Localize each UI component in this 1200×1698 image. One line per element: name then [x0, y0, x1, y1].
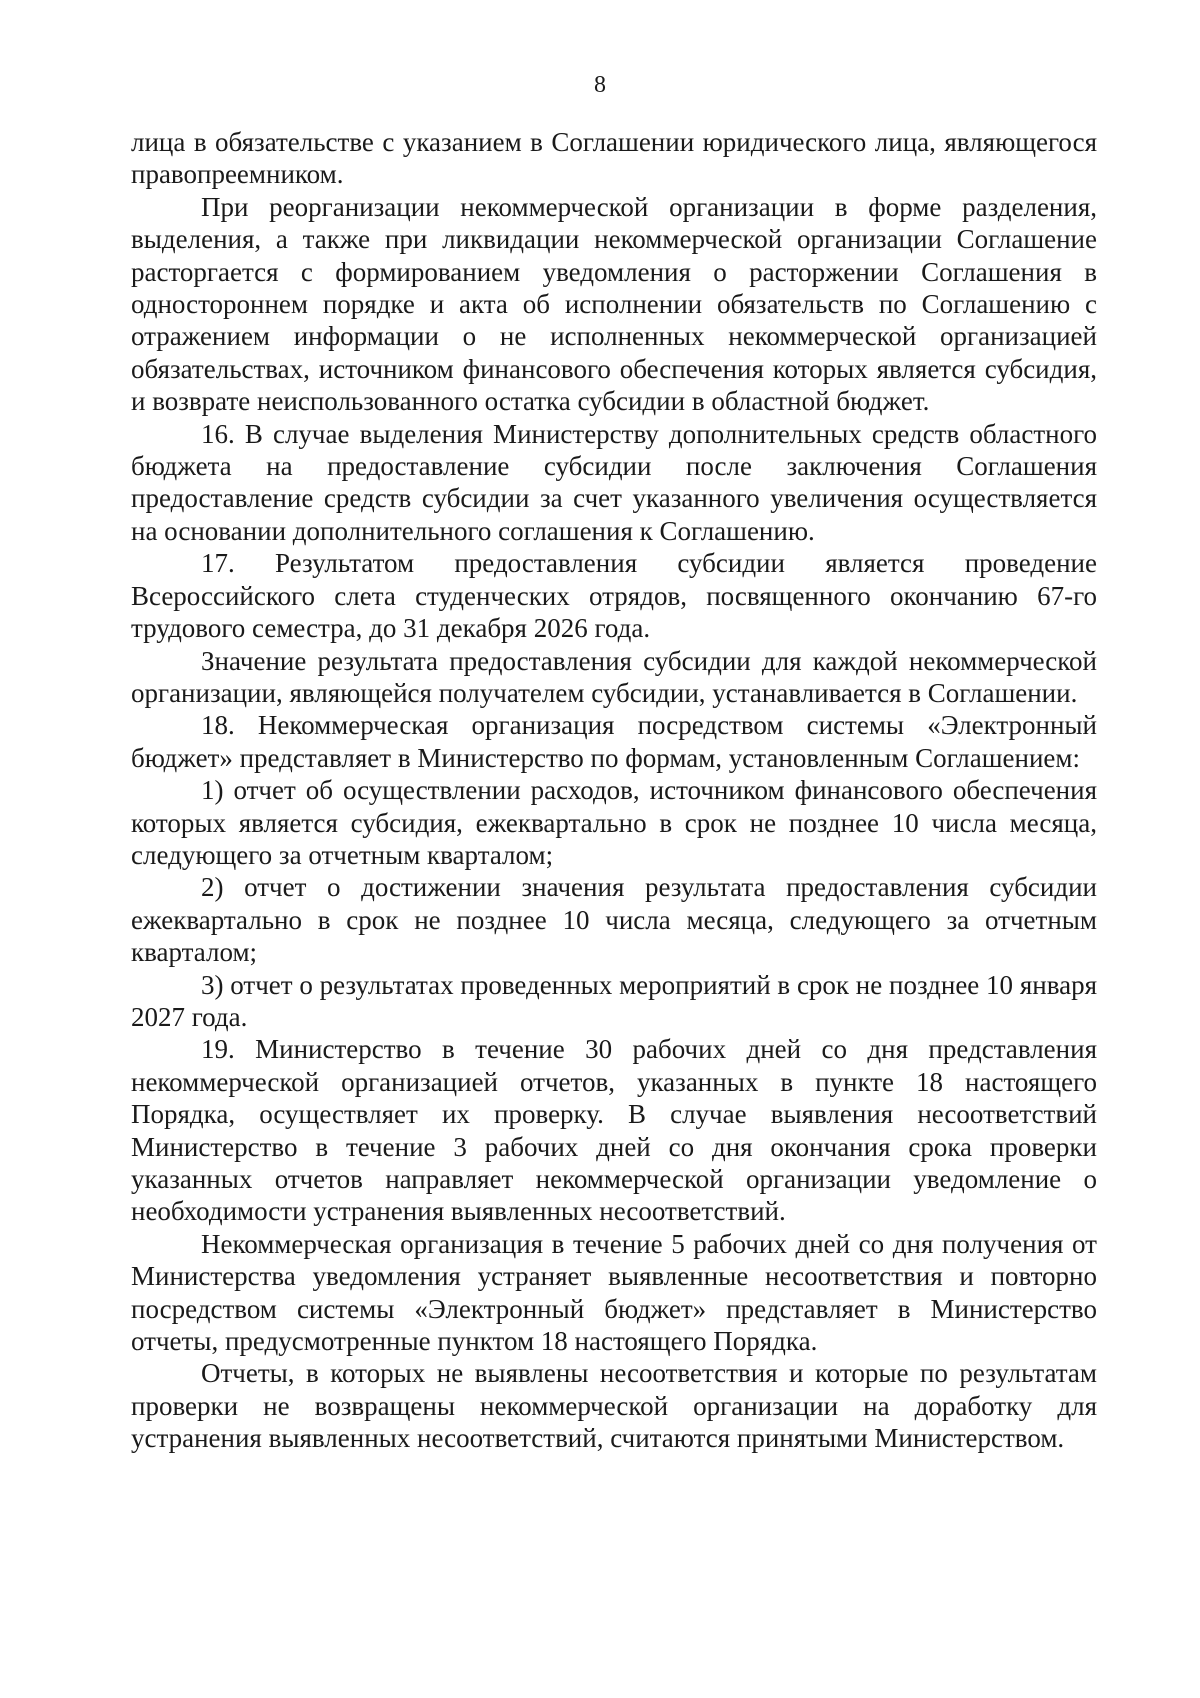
- paragraph-item-18: 18. Некоммерческая организация посредством системы «Электронный бюджет» представляет в Министерство по формам, установленным Соглашением:: [131, 710, 1097, 773]
- paragraph-item-17: 17. Результатом предоставления субсидии является проведение Всероссийского слета студенческих отрядов, посвященного окончанию 67-го трудового семестра, до 31 декабря 2026 года.: [131, 548, 1097, 644]
- document-body: [131, 126, 1097, 1455]
- paragraph-continuation: лица в обязательстве с указанием в Соглашении юридического лица, являющегося правопреемником.: [131, 127, 1097, 190]
- page-number: 8: [594, 72, 606, 98]
- paragraph-result-value: Значение результата предоставления субсидии для каждой некоммерческой организации, являющейся получателем субсидии, устанавливается в Соглашении.: [131, 645, 1097, 708]
- paragraph-item-16: 16. В случае выделения Министерству дополнительных средств областного бюджета на предоставление субсидии после заключения Соглашения предоставление средств субсидии за счет указанного увеличения осуществляется на основании дополнительного соглашения к Соглашению.: [131, 418, 1097, 546]
- paragraph-accepted-reports: Отчеты, в которых не выявлены несоответствия и которые по результатам проверки не возвращены некоммерческой организации на доработку для устранения выявленных несоответствий, считаются принятыми Министерством.: [131, 1358, 1097, 1454]
- paragraph-subitem-2: 2) отчет о достижении значения результата предоставления субсидии ежеквартально в срок не позднее 10 числа месяца, следующего за отчетным кварталом;: [131, 872, 1097, 968]
- paragraph-correction: Некоммерческая организация в течение 5 рабочих дней со дня получения от Министерства уведомления устраняет выявленные несоответствия и повторно посредством системы «Электронный бюджет» представляет в Министерство отчеты, предусмотренные пунктом 18 настоящего Порядка.: [131, 1228, 1097, 1357]
- paragraph-subitem-3: 3) отчет о результатах проведенных мероприятий в срок не позднее 10 января 2027 года.: [131, 969, 1097, 1032]
- paragraph-reorganization: При реорганизации некоммерческой организации в форме разделения, выделения, а также при ликвидации некоммерческой организации Соглашение расторгается с формированием уведомления о расторжении Соглашения в одностороннем порядке и акта об исполнении обязательств по Соглашению с отражением информации о не исполненных некоммерческой организацией обязательствах, источником финансового обеспечения которых является субсидия, и возврате неиспользованного остатка субсидии в областной бюджет.: [131, 191, 1097, 417]
- paragraph-subitem-1: 1) отчет об осуществлении расходов, источником финансового обеспечения которых является субсидия, ежеквартально в срок не позднее 10 числа месяца, следующего за отчетным кварталом;: [131, 775, 1097, 870]
- paragraph-item-19: 19. Министерство в течение 30 рабочих дней со дня представления некоммерческой организацией отчетов, указанных в пункте 18 настоящего Порядка, осуществляет их проверку. В случае выявления несоответствий Министерство в течение 3 рабочих дней со дня окончания срока проверки указанных отчетов направляет некоммерческой организации уведомление о необходимости устранения выявленных несоответствий.: [131, 1034, 1097, 1227]
